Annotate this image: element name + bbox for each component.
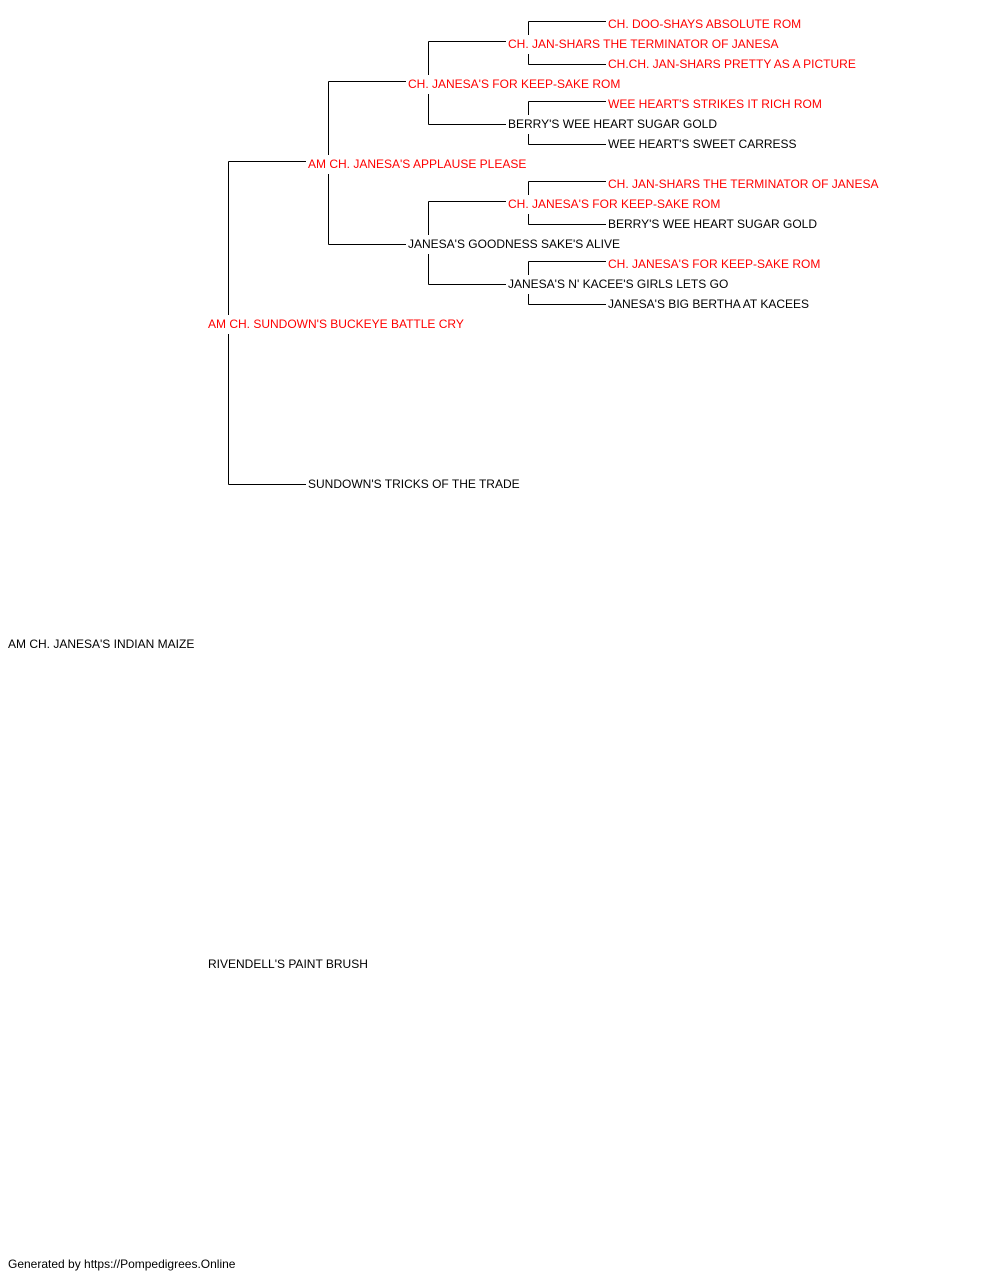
pedigree-name-ssds-dam: BERRY'S WEE HEART SUGAR GOLD [608,217,818,231]
pedigree-name-s-dam: SUNDOWN'S TRICKS OF THE TRADE [308,477,520,491]
pedigree-name-ssd-dam: JANESA'S N' KACEE'S GIRLS LETS GO [508,277,729,291]
pedigree-name-ss-dam: JANESA'S GOODNESS SAKE'S ALIVE [408,237,620,251]
pedigree-name-ssds-sire: CH. JAN-SHARS THE TERMINATOR OF JANESA [608,177,879,191]
pedigree-name-sire: AM CH. SUNDOWN'S BUCKEYE BATTLE CRY [208,317,464,331]
pedigree-name-subject: AM CH. JANESA'S INDIAN MAIZE [8,637,195,651]
pedigree-name-dam: RIVENDELL'S PAINT BRUSH [208,957,368,971]
pedigree-name-s-sire: AM CH. JANESA'S APPLAUSE PLEASE [308,157,527,171]
pedigree-name-sss-dam: BERRY'S WEE HEART SUGAR GOLD [508,117,718,131]
pedigree-name-sssd-sire: WEE HEART'S STRIKES IT RICH ROM [608,97,822,111]
pedigree-name-sss-sire: CH. JAN-SHARS THE TERMINATOR OF JANESA [508,37,779,51]
pedigree-name-sssd-dam: WEE HEART'S SWEET CARRESS [608,137,797,151]
generated-by-footer: Generated by https://Pompedigrees.Online [8,1257,236,1271]
pedigree-name-ssd-sire: CH. JANESA'S FOR KEEP-SAKE ROM [508,197,721,211]
pedigree-name-ssss-dam: CH.CH. JAN-SHARS PRETTY AS A PICTURE [608,57,856,71]
pedigree-name-ssss-sire: CH. DOO-SHAYS ABSOLUTE ROM [608,17,802,31]
pedigree-name-ssdd-dam: JANESA'S BIG BERTHA AT KACEES [608,297,810,311]
pedigree-name-ssdd-sire: CH. JANESA'S FOR KEEP-SAKE ROM [608,257,821,271]
pedigree-name-ss-sire: CH. JANESA'S FOR KEEP-SAKE ROM [408,77,621,91]
